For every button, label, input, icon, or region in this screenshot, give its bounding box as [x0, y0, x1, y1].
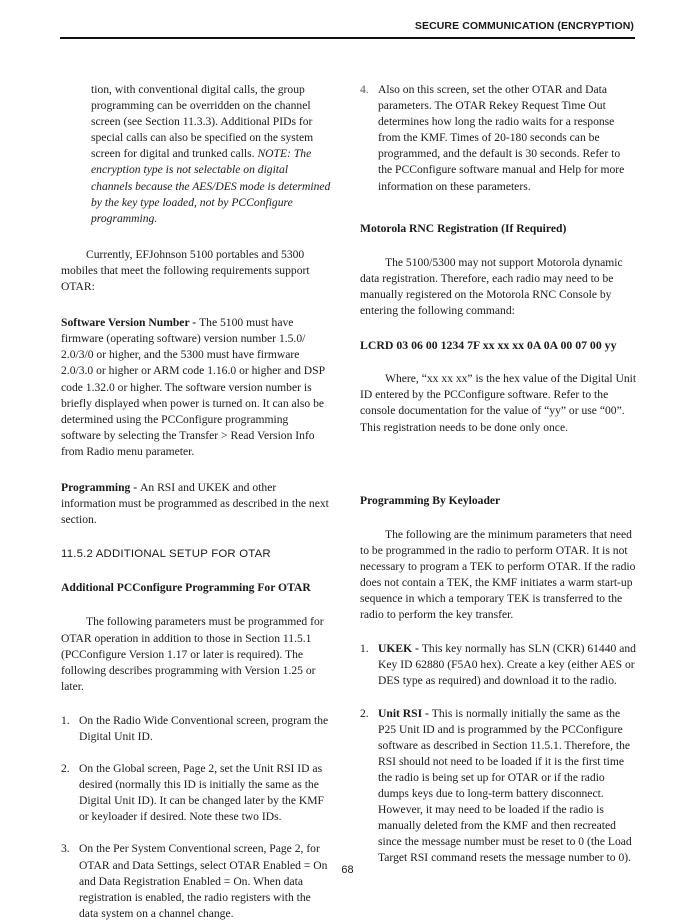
software-version-text: The 5100 must have firmware (operating software) version number 1.5.0/ 2.0/3/0 or higher, and the 5300 must have firmware 2.0/3.0 or higher or ARM code 1.16.0 or higher and DSP code 1.32.0 or higher. The software version number is briefly displayed when power is turned on. It can also be determined using the PCConfigure programming software by selecting the Transfer > Read Version Info from Radio menu parameter.: [61, 316, 325, 458]
programming-paragraph: [61, 480, 331, 528]
software-version-paragraph: [61, 315, 331, 460]
keyloader-params-list: [360, 641, 637, 866]
otar-intro: Currently, EFJohnson 5100 portables and 5300 mobiles that meet the following requirements support OTAR:: [61, 247, 310, 294]
page-number: 68: [341, 864, 354, 876]
list-item: [61, 841, 331, 921]
programming-label: Programming -: [61, 480, 140, 494]
list-item-number: 1.: [61, 713, 70, 727]
rnc-command: LCRD 03 06 00 1234 7F xx xx xx 0A 0A 00 07 00 yy: [360, 338, 617, 353]
setup-steps-list: [61, 713, 331, 922]
list-item: [360, 706, 637, 867]
rnc-where: Where, “xx xx xx” is the hex value of the Digital Unit ID entered by the PCConfigure software. Refer to the console documentation for the value of “yy” or use “00”. This registration needs to be done only once.: [360, 372, 637, 434]
right-column: [360, 82, 637, 866]
keyloader-intro: The following are the minimum parameters that need to be programmed in the radio to perform OTAR. It is not necessary to program a TEK to perform OTAR. If the radio does not contain a TEK, the KMF initiates a warm start-up sequence in which a temporary TEK is transferred to the radio to perform the key transfer.: [360, 527, 636, 622]
subsection-heading: Additional PCConfigure Programming For OTAR: [61, 581, 311, 595]
list-item-text: On the Radio Wide Conventional screen, program the Digital Unit ID.: [79, 713, 329, 743]
list-item-number: 2.: [360, 706, 369, 720]
list-item: [61, 713, 331, 745]
list-item-number: 2.: [61, 762, 70, 776]
list-item-label: UKEK -: [378, 642, 422, 656]
header-rule: [60, 37, 635, 39]
list-item-text: Also on this screen, set the other OTAR and Data parameters. The OTAR Rekey Request Time Out determines how long the radio waits for a response from the KMF. Times of 20-180 seconds can be programmed, and the default is 30 seconds. Refer to the PCConfigure software manual and Help for more information on these parameters.: [378, 83, 625, 193]
rnc-heading: Motorola RNC Registration (If Required): [360, 221, 567, 235]
programming-text: An RSI and UKEK and other information must be programmed as described in the next section.: [61, 480, 329, 527]
subsection-intro: The following parameters must be programmed for OTAR operation in addition to those in Section 11.5.1 (PCConfigure Version 1.17 or later is required). The following describes programming with Version 1.25 or later.: [61, 615, 324, 693]
list-item-number: 1.: [360, 642, 369, 656]
left-column: [61, 82, 331, 922]
continuation-paragraph: [61, 82, 331, 227]
list-item: [360, 641, 637, 689]
list-item-text: This is normally initially the same as the P25 Unit ID and is programmed by the PCConfigure software as described in Section 11.5.1. Therefore, the RSI should not need to be loaded if it is the first time the radio is being set up for OTAR or if the radio dumps keys due to long-term battery disconnect. However, it may need to be loaded if the radio is manually deleted from the KMF and then recreated since the message number must be reset to 0 (the Load Target RSI command resets the message number to 0).: [378, 706, 632, 865]
keyloader-heading: Programming By Keyloader: [360, 493, 501, 507]
list-item-text: On the Per System Conventional screen, Page 2, for OTAR and Data Settings, select OTAR Enabled = On and Data Registration Enabled = On. When data registration is enabled, the radio registers with the data system on a channel change.: [79, 842, 328, 920]
list-item-number: 4.: [360, 83, 369, 96]
list-item-number: 3.: [61, 842, 70, 856]
continuation-text: tion, with conventional digital calls, the group programming can be overridden on the channel screen (see Section 11.3.3). Additional PIDs for special calls can also be specified on the system screen for digital and trunked calls.: [91, 83, 314, 161]
list-item: [61, 761, 331, 825]
rnc-text: The 5100/5300 may not support Motorola dynamic data registration. Therefore, each radio may need to be manually registered on the Motorola RNC Console by entering the following command:: [360, 255, 623, 318]
section-heading: 11.5.2 ADDITIONAL SETUP FOR OTAR: [61, 548, 271, 561]
list-item-label: Unit RSI -: [378, 706, 432, 720]
list-item-text: On the Global screen, Page 2, set the Unit RSI ID as desired (normally this ID is initially the same as the Digital Unit ID). It can be changed later by the KMF or keyloader if desired. Note these two IDs.: [79, 762, 325, 824]
software-version-label: Software Version Number -: [61, 316, 200, 330]
encryption-note: NOTE: The encryption type is not selectable on digital channels because the AES/DES mode is determined by the key type loaded, not by PCConfigure programming.: [91, 147, 331, 225]
running-header: SECURE COMMUNICATION (ENCRYPTION): [414, 20, 634, 32]
list-item-text: This key normally has SLN (CKR) 61440 and Key ID 62880 (F5A0 hex). Create a key (either AES or DES type as required) and download it to the radio.: [378, 642, 636, 688]
list-item: [360, 82, 637, 195]
